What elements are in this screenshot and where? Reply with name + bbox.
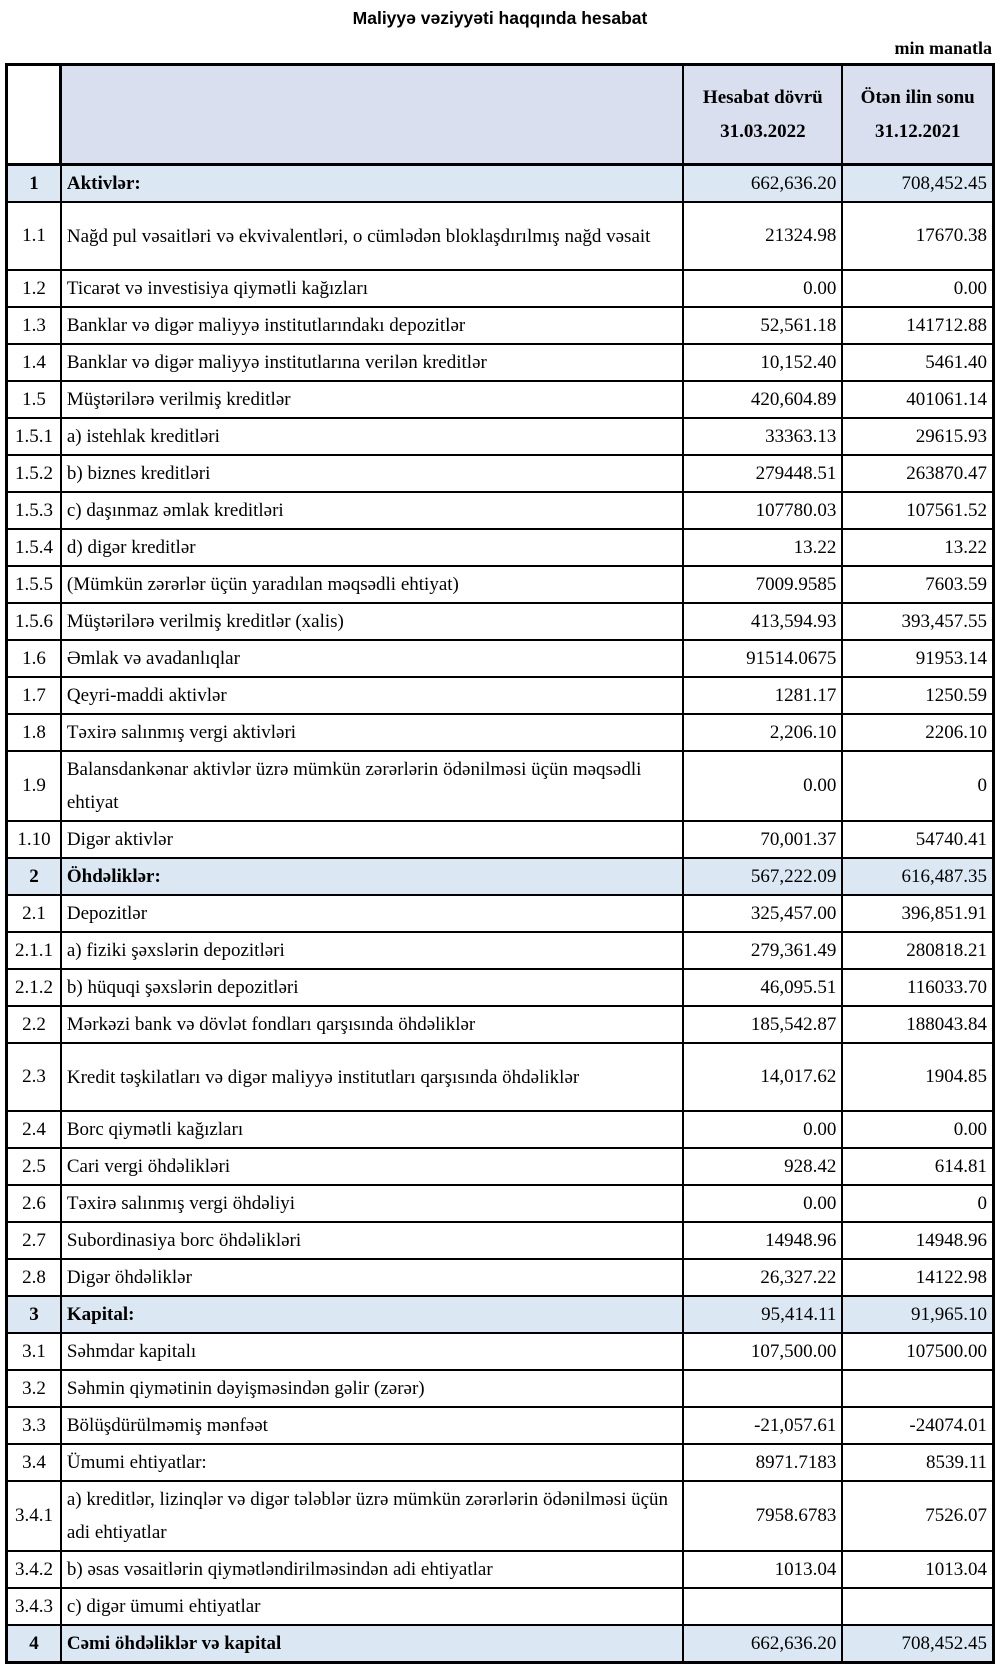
- header-prior-period-date: 31.12.2021: [874, 120, 961, 142]
- row-label: Təxirə salınmış vergi aktivləri: [61, 714, 683, 751]
- row-value-current: 662,636.20: [683, 165, 842, 203]
- row-number: 1.4: [7, 344, 61, 381]
- row-number: 2.1.2: [7, 969, 61, 1006]
- row-value-current: 7009.9585: [683, 566, 842, 603]
- table-row: [7, 1588, 994, 1625]
- row-number: 2.1: [7, 895, 61, 932]
- row-number: 2.6: [7, 1185, 61, 1222]
- row-value-prior: 141712.88: [842, 307, 993, 344]
- row-value-prior: 280818.21: [842, 932, 993, 969]
- table-row: [7, 165, 994, 203]
- table-row: [7, 751, 994, 821]
- row-number: 3.4.2: [7, 1551, 61, 1588]
- row-number: 2.4: [7, 1111, 61, 1148]
- row-label: b) hüquqi şəxslərin depozitləri: [61, 969, 683, 1006]
- row-label: b) biznes kreditləri: [61, 455, 683, 492]
- table-row: [7, 1043, 994, 1111]
- row-value-current: [683, 1588, 842, 1625]
- row-value-current: 46,095.51: [683, 969, 842, 1006]
- row-label: Əmlak və avadanlıqlar: [61, 640, 683, 677]
- row-value-current: 14948.96: [683, 1222, 842, 1259]
- row-value-prior: 116033.70: [842, 969, 993, 1006]
- header-prior-period-title: Ötən ilin sonu: [860, 86, 975, 108]
- row-label: d) digər kreditlər: [61, 529, 683, 566]
- table-row: [7, 455, 994, 492]
- row-value-prior: -24074.01: [842, 1407, 993, 1444]
- row-value-prior: 17670.38: [842, 202, 993, 270]
- table-body: [7, 165, 994, 1663]
- row-value-prior: 396,851.91: [842, 895, 993, 932]
- table-row: [7, 270, 994, 307]
- row-number: 1.5.5: [7, 566, 61, 603]
- row-label: Qeyri-maddi aktivlər: [61, 677, 683, 714]
- row-value-prior: 7526.07: [842, 1481, 993, 1551]
- row-value-current: 107780.03: [683, 492, 842, 529]
- table-row: [7, 1551, 994, 1588]
- row-value-current: 185,542.87: [683, 1006, 842, 1043]
- table-row: [7, 969, 994, 1006]
- row-label: b) əsas vəsaitlərin qiymətləndirilməsindən adi ehtiyatlar: [61, 1551, 683, 1588]
- row-number: 1.5.6: [7, 603, 61, 640]
- row-label: Səhmdar kapitalı: [61, 1333, 683, 1370]
- row-value-prior: 107500.00: [842, 1333, 993, 1370]
- header-prior-period: [842, 65, 993, 165]
- table-row: [7, 714, 994, 751]
- row-value-prior: 708,452.45: [842, 1625, 993, 1663]
- table-row: [7, 381, 994, 418]
- row-value-prior: 54740.41: [842, 821, 993, 858]
- table-row: [7, 1407, 994, 1444]
- row-value-current: -21,057.61: [683, 1407, 842, 1444]
- row-number: 3.4.1: [7, 1481, 61, 1551]
- row-label: Mərkəzi bank və dövlət fondları qarşısında öhdəliklər: [61, 1006, 683, 1043]
- row-label: a) fiziki şəxslərin depozitləri: [61, 932, 683, 969]
- row-value-current: 52,561.18: [683, 307, 842, 344]
- row-number: 3.3: [7, 1407, 61, 1444]
- row-number: 4: [7, 1625, 61, 1663]
- table-row: [7, 821, 994, 858]
- row-value-prior: 393,457.55: [842, 603, 993, 640]
- row-number: 3.1: [7, 1333, 61, 1370]
- row-number: 1.5: [7, 381, 61, 418]
- row-label: Digər aktivlər: [61, 821, 683, 858]
- table-row: [7, 677, 994, 714]
- row-label: Banklar və digər maliyyə institutlarına verilən kreditlər: [61, 344, 683, 381]
- table-row: [7, 895, 994, 932]
- row-label: Müştərilərə verilmiş kreditlər: [61, 381, 683, 418]
- row-label: Digər öhdəliklər: [61, 1259, 683, 1296]
- row-label: Kredit təşkilatları və digər maliyyə institutları qarşısında öhdəliklər: [61, 1043, 683, 1111]
- row-number: 1.7: [7, 677, 61, 714]
- row-label: Müştərilərə verilmiş kreditlər (xalis): [61, 603, 683, 640]
- row-label: a) istehlak kreditləri: [61, 418, 683, 455]
- row-number: 1.5.3: [7, 492, 61, 529]
- row-label: Depozitlər: [61, 895, 683, 932]
- row-value-prior: 5461.40: [842, 344, 993, 381]
- row-number: 3.4.3: [7, 1588, 61, 1625]
- row-label: Balansdankənar aktivlər üzrə mümkün zərərlərin ödənilməsi üçün məqsədli ehtiyat: [61, 751, 683, 821]
- header-current-period-title: Hesabat dövrü: [702, 86, 823, 108]
- row-label: (Mümkün zərərlər üçün yaradılan məqsədli ehtiyat): [61, 566, 683, 603]
- row-number: 1.3: [7, 307, 61, 344]
- row-value-current: 325,457.00: [683, 895, 842, 932]
- row-value-current: 413,594.93: [683, 603, 842, 640]
- row-value-current: 26,327.22: [683, 1259, 842, 1296]
- row-label: Səhmin qiymətinin dəyişməsindən gəlir (zərər): [61, 1370, 683, 1407]
- row-number: 2: [7, 858, 61, 895]
- row-label: Aktivlər:: [61, 165, 683, 203]
- row-label: Ümumi ehtiyatlar:: [61, 1444, 683, 1481]
- table-row: [7, 1185, 994, 1222]
- row-value-prior: 91953.14: [842, 640, 993, 677]
- row-number: 1.10: [7, 821, 61, 858]
- header-current-period-date: 31.03.2022: [720, 120, 806, 142]
- row-number: 2.7: [7, 1222, 61, 1259]
- row-value-prior: 1013.04: [842, 1551, 993, 1588]
- row-value-current: 70,001.37: [683, 821, 842, 858]
- row-value-current: 0.00: [683, 1185, 842, 1222]
- row-value-current: 279,361.49: [683, 932, 842, 969]
- row-number: 3.4: [7, 1444, 61, 1481]
- table-row: [7, 344, 994, 381]
- table-row: [7, 640, 994, 677]
- row-value-current: 0.00: [683, 270, 842, 307]
- row-number: 1.8: [7, 714, 61, 751]
- row-value-prior: 188043.84: [842, 1006, 993, 1043]
- row-value-current: 0.00: [683, 1111, 842, 1148]
- row-label: Kapital:: [61, 1296, 683, 1333]
- table-row: [7, 932, 994, 969]
- row-label: Təxirə salınmış vergi öhdəliyi: [61, 1185, 683, 1222]
- row-number: 1: [7, 165, 61, 203]
- row-number: 3.2: [7, 1370, 61, 1407]
- row-value-current: 1281.17: [683, 677, 842, 714]
- row-value-current: 95,414.11: [683, 1296, 842, 1333]
- table-row: [7, 1444, 994, 1481]
- table-row: [7, 492, 994, 529]
- row-number: 1.5.2: [7, 455, 61, 492]
- row-value-current: 420,604.89: [683, 381, 842, 418]
- table-row: [7, 1148, 994, 1185]
- row-value-current: [683, 1370, 842, 1407]
- row-value-current: 107,500.00: [683, 1333, 842, 1370]
- row-number: 3: [7, 1296, 61, 1333]
- row-value-prior: 91,965.10: [842, 1296, 993, 1333]
- header-current-period: [683, 65, 842, 165]
- row-value-prior: 263870.47: [842, 455, 993, 492]
- table-row: [7, 1006, 994, 1043]
- header-row-number-cell: [7, 65, 61, 165]
- header-description-cell: [61, 65, 683, 165]
- row-label: Nağd pul vəsaitləri və ekvivalentləri, o cümlədən bloklaşdırılmış nağd vəsait: [61, 202, 683, 270]
- row-value-prior: 13.22: [842, 529, 993, 566]
- row-value-prior: 0: [842, 1185, 993, 1222]
- table-row: [7, 566, 994, 603]
- row-value-prior: 708,452.45: [842, 165, 993, 203]
- row-number: 2.8: [7, 1259, 61, 1296]
- table-header-row: [7, 65, 994, 165]
- row-number: 2.1.1: [7, 932, 61, 969]
- row-value-prior: 8539.11: [842, 1444, 993, 1481]
- table-row: [7, 603, 994, 640]
- row-value-current: 14,017.62: [683, 1043, 842, 1111]
- row-value-prior: [842, 1370, 993, 1407]
- row-value-prior: 0.00: [842, 270, 993, 307]
- row-value-current: 33363.13: [683, 418, 842, 455]
- row-value-prior: 1904.85: [842, 1043, 993, 1111]
- table-row: [7, 529, 994, 566]
- row-value-prior: 14948.96: [842, 1222, 993, 1259]
- row-value-prior: 616,487.35: [842, 858, 993, 895]
- row-number: 2.5: [7, 1148, 61, 1185]
- row-value-current: 91514.0675: [683, 640, 842, 677]
- row-value-current: 13.22: [683, 529, 842, 566]
- row-label: Öhdəliklər:: [61, 858, 683, 895]
- row-label: Borc qiymətli kağızları: [61, 1111, 683, 1148]
- row-value-current: 21324.98: [683, 202, 842, 270]
- table-row: [7, 1481, 994, 1551]
- row-label: Cəmi öhdəliklər və kapital: [61, 1625, 683, 1663]
- row-value-prior: 2206.10: [842, 714, 993, 751]
- table-row: [7, 1370, 994, 1407]
- unit-note: min manatla: [894, 38, 992, 58]
- row-value-prior: 1250.59: [842, 677, 993, 714]
- row-label: Banklar və digər maliyyə institutlarındakı depozitlər: [61, 307, 683, 344]
- row-number: 1.6: [7, 640, 61, 677]
- table-row: [7, 1222, 994, 1259]
- row-number: 1.5.4: [7, 529, 61, 566]
- row-number: 1.5.1: [7, 418, 61, 455]
- table-row: [7, 858, 994, 895]
- row-value-current: 10,152.40: [683, 344, 842, 381]
- page-title: Maliyyə vəziyyəti haqqında hesabat: [352, 8, 648, 28]
- row-number: 1.1: [7, 202, 61, 270]
- row-value-prior: 0.00: [842, 1111, 993, 1148]
- row-label: c) digər ümumi ehtiyatlar: [61, 1588, 683, 1625]
- table-row: [7, 1296, 994, 1333]
- row-value-prior: 7603.59: [842, 566, 993, 603]
- row-number: 2.2: [7, 1006, 61, 1043]
- row-value-current: 567,222.09: [683, 858, 842, 895]
- table-row: [7, 1111, 994, 1148]
- row-label: c) daşınmaz əmlak kreditləri: [61, 492, 683, 529]
- table-row: [7, 418, 994, 455]
- row-label: a) kreditlər, lizinqlər və digər tələblər üzrə mümkün zərərlərin ödənilməsi üçün adi ehtiyatlar: [61, 1481, 683, 1551]
- row-value-current: 7958.6783: [683, 1481, 842, 1551]
- row-label: Bölüşdürülməmiş mənfəət: [61, 1407, 683, 1444]
- row-number: 1.9: [7, 751, 61, 821]
- row-value-prior: 614.81: [842, 1148, 993, 1185]
- row-value-prior: 29615.93: [842, 418, 993, 455]
- row-value-current: 279448.51: [683, 455, 842, 492]
- row-label: Subordinasiya borc öhdəlikləri: [61, 1222, 683, 1259]
- row-value-current: 2,206.10: [683, 714, 842, 751]
- row-number: 1.2: [7, 270, 61, 307]
- row-value-current: 662,636.20: [683, 1625, 842, 1663]
- row-value-current: 928.42: [683, 1148, 842, 1185]
- row-value-prior: 107561.52: [842, 492, 993, 529]
- table-row: [7, 1333, 994, 1370]
- row-value-prior: 0: [842, 751, 993, 821]
- row-value-current: 1013.04: [683, 1551, 842, 1588]
- table-row: [7, 1259, 994, 1296]
- row-value-prior: [842, 1588, 993, 1625]
- row-value-current: 0.00: [683, 751, 842, 821]
- row-label: Cari vergi öhdəlikləri: [61, 1148, 683, 1185]
- row-value-current: 8971.7183: [683, 1444, 842, 1481]
- row-number: 2.3: [7, 1043, 61, 1111]
- row-value-prior: 401061.14: [842, 381, 993, 418]
- row-value-prior: 14122.98: [842, 1259, 993, 1296]
- table-row: [7, 307, 994, 344]
- row-label: Ticarət və investisiya qiymətli kağızları: [61, 270, 683, 307]
- table-row: [7, 202, 994, 270]
- financial-position-table: [5, 63, 995, 1664]
- table-row: [7, 1625, 994, 1663]
